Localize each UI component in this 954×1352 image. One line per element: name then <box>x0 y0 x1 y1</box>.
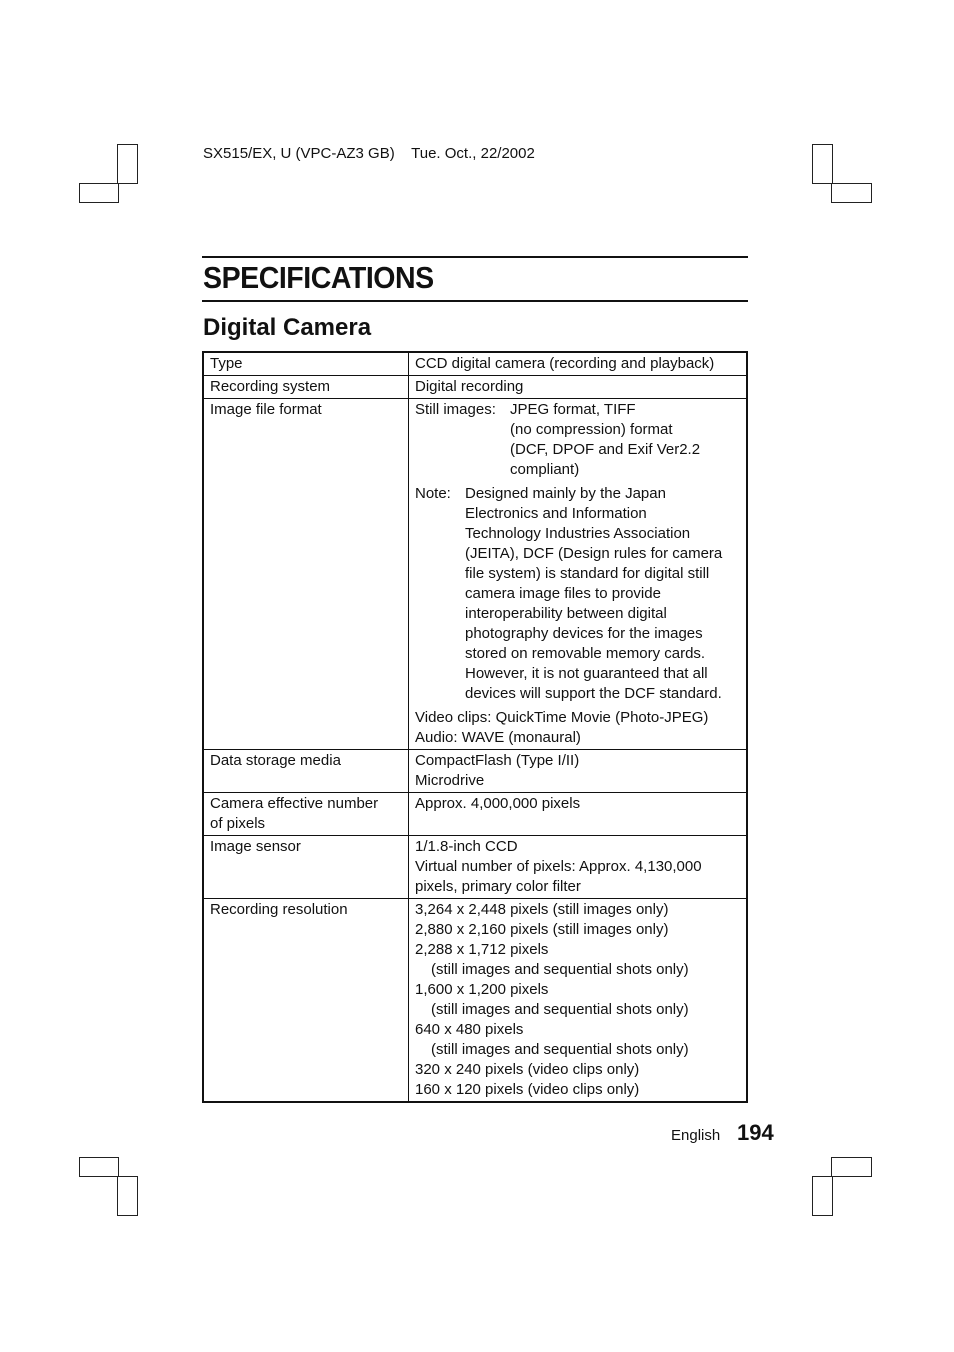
page-title: SPECIFICATIONS <box>203 260 434 295</box>
title-rule-top <box>202 256 748 258</box>
title-rule-bottom <box>202 300 748 302</box>
value-line: 1/1.8-inch CCD <box>415 838 518 855</box>
table-row <box>203 399 747 750</box>
video-clips-line: Video clips: QuickTime Movie (Photo-JPEG) <box>415 709 709 726</box>
spec-label: Image file format <box>203 399 409 750</box>
resolution-line: 1,600 x 1,200 pixels <box>415 981 549 998</box>
resolution-line: 640 x 480 pixels <box>415 1021 524 1038</box>
spec-label: Recording resolution <box>203 899 409 1103</box>
value-line: CompactFlash (Type I/II) <box>415 752 580 769</box>
still-line: compliant) <box>510 461 580 478</box>
still-images-label: Still images: <box>415 401 496 418</box>
note-line: Technology Industries Association <box>465 525 691 542</box>
spec-value <box>409 399 748 750</box>
still-line: (no compression) format <box>510 421 673 438</box>
resolution-line: 320 x 240 pixels (video clips only) <box>415 1061 640 1078</box>
table-row <box>203 352 747 376</box>
specifications-table <box>202 351 748 1103</box>
spec-value <box>409 750 748 793</box>
note-line: However, it is not guaranteed that all <box>465 665 708 682</box>
resolution-line: 3,264 x 2,448 pixels (still images only) <box>415 901 669 918</box>
note-line: Electronics and Information <box>465 505 647 522</box>
spec-label: Data storage media <box>203 750 409 793</box>
spec-value: Approx. 4,000,000 pixels <box>409 793 748 836</box>
note-line: file system) is standard for digital still <box>465 565 710 582</box>
resolution-line: 2,288 x 1,712 pixels <box>415 941 549 958</box>
label-line: of pixels <box>210 815 266 832</box>
value-line: Virtual number of pixels: Approx. 4,130,000 <box>415 858 702 875</box>
footer-language: English <box>671 1127 721 1144</box>
still-line: JPEG format, TIFF <box>510 401 636 418</box>
note-line: photography devices for the images <box>465 625 703 642</box>
note-text <box>465 484 722 704</box>
header-date: Tue. Oct., 22/2002 <box>411 145 535 162</box>
spec-label: Type <box>203 352 409 376</box>
note-line: devices will support the DCF standard. <box>465 685 722 702</box>
label-line: Camera effective number <box>210 795 379 812</box>
page-number: 194 <box>737 1120 774 1145</box>
table-row <box>203 793 747 836</box>
note-label: Note: <box>415 485 451 502</box>
resolution-line: 2,880 x 2,160 pixels (still images only) <box>415 921 669 938</box>
table-row <box>203 750 747 793</box>
spec-value: Digital recording <box>409 376 748 399</box>
resolution-note: (still images and sequential shots only) <box>431 1001 689 1018</box>
section-title: Digital Camera <box>203 314 372 341</box>
note-block <box>415 484 741 704</box>
value-line: pixels, primary color filter <box>415 878 581 895</box>
resolution-line: 160 x 120 pixels (video clips only) <box>415 1081 640 1098</box>
document-header <box>203 145 535 162</box>
table-row <box>203 899 747 1103</box>
resolution-note: (still images and sequential shots only) <box>431 1041 689 1058</box>
note-line: interoperability between digital <box>465 605 667 622</box>
still-line: (DCF, DPOF and Exif Ver2.2 <box>510 441 701 458</box>
note-line: camera image files to provide <box>465 585 661 602</box>
note-line: stored on removable memory cards. <box>465 645 706 662</box>
value-line: Microdrive <box>415 772 485 789</box>
spec-label: Recording system <box>203 376 409 399</box>
still-images-details <box>510 400 700 480</box>
still-images-block <box>415 400 741 480</box>
audio-line: Audio: WAVE (monaural) <box>415 729 581 746</box>
note-line: Designed mainly by the Japan <box>465 485 666 502</box>
table-row <box>203 836 747 899</box>
spec-label <box>203 793 409 836</box>
spec-value: CCD digital camera (recording and playback) <box>409 352 748 376</box>
header-model: SX515/EX, U (VPC-AZ3 GB) <box>203 145 395 162</box>
table-row <box>203 376 747 399</box>
spec-value <box>409 836 748 899</box>
resolution-note: (still images and sequential shots only) <box>431 961 689 978</box>
spec-value <box>409 899 748 1103</box>
note-line: (JEITA), DCF (Design rules for camera <box>465 545 723 562</box>
spec-label: Image sensor <box>203 836 409 899</box>
